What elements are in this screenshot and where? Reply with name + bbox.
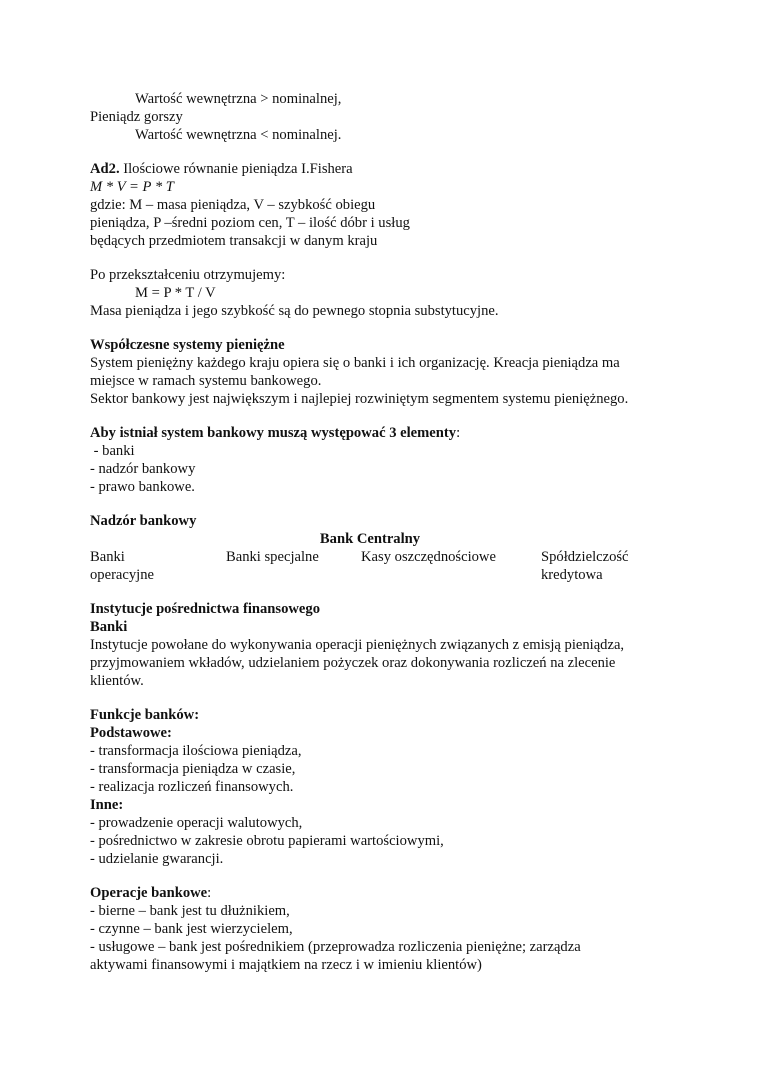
basic-functions-heading: Podstawowe:	[90, 725, 172, 741]
modern-systems-line-3: Sektor bankowy jest największym i najlepiej rozwiniętym segmentem systemu pieniężnego.	[90, 391, 629, 407]
operations-heading-text: Operacje bankowe	[90, 885, 208, 901]
elements-heading-text: Aby istniał system bankowy muszą występować 3 elementy	[90, 425, 457, 441]
operations-heading-colon: :	[207, 885, 212, 901]
elements-heading	[90, 424, 690, 442]
transform-conclusion: Masa pieniądza i jego szybkość są do pewnego stopnia substytucyjne.	[90, 303, 499, 319]
bank-type-operational-line-2: operacyjne	[90, 567, 155, 583]
institutions-line-1: Instytucje powołane do wykonywania operacji pieniężnych związanych z emisją pieniądza,	[90, 637, 625, 653]
operation-item: - usługowe – bank jest pośrednikiem (przeprowadza rozliczenia pieniężne; zarządza	[90, 939, 581, 955]
elements-item-2: - nadzór bankowy	[90, 461, 196, 477]
bank-type-savings: Kasy oszczędnościowe	[361, 549, 496, 565]
institutions-line-3: klientów.	[90, 673, 144, 689]
bank-type-operational-line-1: Banki	[90, 549, 125, 565]
intro-line-2: Pieniądz gorszy	[90, 109, 183, 125]
intro-line-1: Wartość wewnętrzna > nominalnej,	[135, 91, 342, 107]
bank-type-operational	[90, 548, 154, 584]
basic-function-item: - realizacja rozliczeń finansowych.	[90, 779, 294, 795]
modern-systems-line-2: miejsce w ramach systemu bankowego.	[90, 373, 322, 389]
ad2-definition-2: pieniądza, P –średni poziom cen, T – ilość dóbr i usług	[90, 215, 410, 231]
ad2-heading	[90, 160, 690, 178]
ad2-title: Ilościowe równanie pieniądza I.Fishera	[119, 161, 353, 177]
document-page	[90, 90, 690, 974]
elements-item-1: - banki	[90, 443, 135, 459]
institutions-line-2: przyjmowaniem wkładów, udzielaniem pożyczek oraz dokonywania rozliczeń na zlecenie	[90, 655, 616, 671]
operation-item: - czynne – bank jest wierzycielem,	[90, 921, 293, 937]
ad2-label: Ad2.	[90, 161, 120, 177]
bank-type-cooperative-line-2: kredytowa	[541, 567, 603, 583]
central-bank-label: Bank Centralny	[319, 531, 421, 547]
bank-type-cooperative	[541, 548, 629, 584]
operation-item: aktywami finansowymi i majątkiem na rzecz i w imieniu klientów)	[90, 957, 482, 973]
bank-type-cooperative-line-1: Spółdzielczość	[541, 549, 629, 565]
operations-heading	[90, 884, 690, 902]
banks-subheading: Banki	[90, 619, 128, 635]
institutions-heading: Instytucje pośrednictwa finansowego	[90, 601, 320, 617]
ad2-definition-1: gdzie: M – masa pieniądza, V – szybkość obiegu	[90, 197, 376, 213]
other-function-item: - pośrednictwo w zakresie obrotu papierami wartościowymi,	[90, 833, 444, 849]
operation-item: - bierne – bank jest tu dłużnikiem,	[90, 903, 290, 919]
functions-heading: Funkcje banków:	[90, 707, 200, 723]
other-function-item: - prowadzenie operacji walutowych,	[90, 815, 303, 831]
basic-function-item: - transformacja pieniądza w czasie,	[90, 761, 296, 777]
bank-type-special: Banki specjalne	[226, 549, 319, 565]
other-functions-heading: Inne:	[90, 797, 124, 813]
ad2-definition-3: będących przedmiotem transakcji w danym kraju	[90, 233, 378, 249]
supervision-heading: Nadzór bankowy	[90, 513, 197, 529]
elements-heading-colon: :	[456, 425, 461, 441]
transform-intro: Po przekształceniu otrzymujemy:	[90, 267, 286, 283]
bank-types-row	[90, 548, 690, 584]
fisher-formula: M * V = P * T	[90, 179, 174, 195]
other-function-item: - udzielanie gwarancji.	[90, 851, 224, 867]
transform-formula: M = P * T / V	[135, 285, 216, 301]
modern-systems-heading: Współczesne systemy pieniężne	[90, 337, 285, 353]
basic-function-item: - transformacja ilościowa pieniądza,	[90, 743, 302, 759]
intro-line-3: Wartość wewnętrzna < nominalnej.	[135, 127, 342, 143]
modern-systems-line-1: System pieniężny każdego kraju opiera się o banki i ich organizację. Kreacja pieniądza ma	[90, 355, 620, 371]
elements-item-3: - prawo bankowe.	[90, 479, 195, 495]
